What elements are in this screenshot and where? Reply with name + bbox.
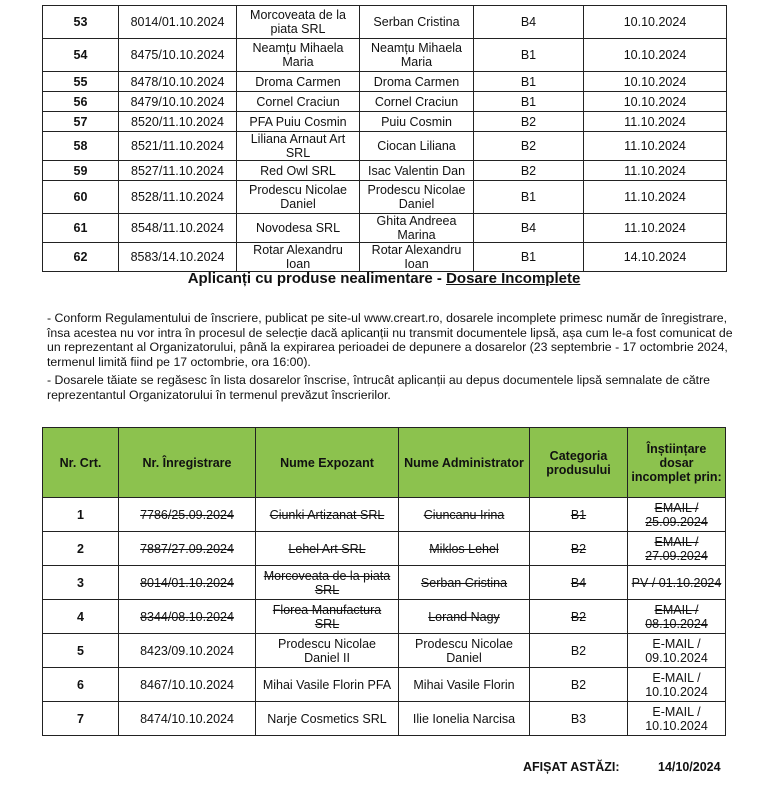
- table-row: [43, 132, 727, 161]
- nume-expozant: Liliana Arnaut Art SRL: [237, 132, 360, 161]
- posted-date: 14/10/2024: [658, 760, 721, 774]
- instiintare: E-MAIL / 10.10.2024: [628, 702, 726, 736]
- data: 11.10.2024: [584, 181, 727, 214]
- categoria: B1: [474, 181, 584, 214]
- notes: [47, 311, 737, 406]
- nume-administrator: Serban Cristina: [360, 6, 474, 39]
- nume-expozant: Morcoveata de la piata SRL: [256, 566, 399, 600]
- nume-administrator: Lorand Nagy: [399, 600, 530, 634]
- nume-administrator: Serban Cristina: [399, 566, 530, 600]
- table-row: [43, 161, 727, 181]
- data: 11.10.2024: [584, 214, 727, 243]
- nr-inregistrare: 8548/11.10.2024: [119, 214, 237, 243]
- nume-expozant: Lehel Art SRL: [256, 532, 399, 566]
- data: 11.10.2024: [584, 132, 727, 161]
- nr-crt: 4: [43, 600, 119, 634]
- nume-administrator: Puiu Cosmin: [360, 112, 474, 132]
- nume-administrator: Rotar Alexandru Ioan: [360, 243, 474, 272]
- nume-administrator: Miklos Lehel: [399, 532, 530, 566]
- header-nume-administrator: Nume Administrator: [399, 428, 530, 498]
- registered-applicants-table: [42, 5, 727, 272]
- nr-crt: 3: [43, 566, 119, 600]
- nr-inregistrare: 7887/27.09.2024: [119, 532, 256, 566]
- categoria: B2: [530, 668, 628, 702]
- nume-expozant: Rotar Alexandru Ioan: [237, 243, 360, 272]
- nume-administrator: Prodescu Nicolae Daniel: [399, 634, 530, 668]
- table-row: [43, 566, 726, 600]
- table-row: [43, 532, 726, 566]
- nr-inregistrare: 8467/10.10.2024: [119, 668, 256, 702]
- nr-crt: 60: [43, 181, 119, 214]
- nume-expozant: Red Owl SRL: [237, 161, 360, 181]
- categoria: B4: [530, 566, 628, 600]
- categoria: B4: [474, 6, 584, 39]
- table-row: [43, 498, 726, 532]
- nr-inregistrare: 8521/11.10.2024: [119, 132, 237, 161]
- table-row: [43, 72, 727, 92]
- nume-administrator: Ciuncanu Irina: [399, 498, 530, 532]
- table-row: [43, 92, 727, 112]
- header-instiintare: Înștiințare dosar incomplet prin:: [628, 428, 726, 498]
- categoria: B1: [474, 39, 584, 72]
- nr-crt: 55: [43, 72, 119, 92]
- table-row: [43, 181, 727, 214]
- nr-crt: 2: [43, 532, 119, 566]
- categoria: B1: [530, 498, 628, 532]
- nume-expozant: Prodescu Nicolae Daniel II: [256, 634, 399, 668]
- nr-inregistrare: 8475/10.10.2024: [119, 39, 237, 72]
- section-title: [0, 270, 768, 287]
- table-row: [43, 243, 727, 272]
- instiintare: PV / 01.10.2024: [628, 566, 726, 600]
- table-row: [43, 600, 726, 634]
- table-row: [43, 214, 727, 243]
- nume-expozant: Narje Cosmetics SRL: [256, 702, 399, 736]
- nr-crt: 56: [43, 92, 119, 112]
- nr-inregistrare: 8014/01.10.2024: [119, 6, 237, 39]
- table-row: [43, 668, 726, 702]
- section-title-prefix: Aplicanți cu produse nealimentare -: [187, 270, 447, 287]
- categoria: B4: [474, 214, 584, 243]
- nr-inregistrare: 8479/10.10.2024: [119, 92, 237, 112]
- instiintare: EMAIL / 08.10.2024: [628, 600, 726, 634]
- posted-label: AFIȘAT ASTĂZI:: [523, 760, 620, 774]
- table-row: [43, 112, 727, 132]
- nume-administrator: Mihai Vasile Florin: [399, 668, 530, 702]
- nume-administrator: Isac Valentin Dan: [360, 161, 474, 181]
- categoria: B2: [530, 600, 628, 634]
- nr-inregistrare: 7786/25.09.2024: [119, 498, 256, 532]
- note-paragraph: - Conform Regulamentului de înscriere, publicat pe site-ul www.creart.ro, dosarele incomplete primesc număr de înregistrare, însa acestea nu vor intra în procesul de selecție dacă aplicanții nu transmit documentele lipsă, așa cum le-a fost comunicat de un reprezentant al Organizatorului, până la expirarea perioadei de depunere a dosarelor (23 septembrie - 17 octombrie 2024, termenul limită fiind pe 17 octombrie, ora 16:00).: [47, 311, 733, 369]
- nr-crt: 54: [43, 39, 119, 72]
- categoria: B2: [530, 532, 628, 566]
- nume-expozant: Morcoveata de la piata SRL: [237, 6, 360, 39]
- data: 10.10.2024: [584, 6, 727, 39]
- nume-expozant: Droma Carmen: [237, 72, 360, 92]
- nr-crt: 61: [43, 214, 119, 243]
- nr-crt: 53: [43, 6, 119, 39]
- nr-crt: 62: [43, 243, 119, 272]
- header-nume-expozant: Nume Expozant: [256, 428, 399, 498]
- nume-administrator: Prodescu Nicolae Daniel: [360, 181, 474, 214]
- categoria: B3: [530, 702, 628, 736]
- nume-expozant: Mihai Vasile Florin PFA: [256, 668, 399, 702]
- nume-administrator: Ghita Andreea Marina: [360, 214, 474, 243]
- categoria: B1: [474, 72, 584, 92]
- nr-crt: 57: [43, 112, 119, 132]
- categoria: B1: [474, 92, 584, 112]
- nr-crt: 59: [43, 161, 119, 181]
- nume-administrator: Neamțu Mihaela Maria: [360, 39, 474, 72]
- table-row: [43, 6, 727, 39]
- nr-inregistrare: 8478/10.10.2024: [119, 72, 237, 92]
- table-header-row: [43, 428, 726, 498]
- section-title-underlined: Dosare Incomplete: [446, 270, 581, 287]
- header-nr-inregistrare: Nr. Înregistrare: [119, 428, 256, 498]
- nume-administrator: Ilie Ionelia Narcisa: [399, 702, 530, 736]
- nr-inregistrare: 8527/11.10.2024: [119, 161, 237, 181]
- categoria: B2: [474, 161, 584, 181]
- nume-administrator: Droma Carmen: [360, 72, 474, 92]
- instiintare: EMAIL / 25.09.2024: [628, 498, 726, 532]
- table-row: [43, 702, 726, 736]
- instiintare: EMAIL / 27.09.2024: [628, 532, 726, 566]
- header-nr-crt: Nr. Crt.: [43, 428, 119, 498]
- nr-crt: 7: [43, 702, 119, 736]
- data: 10.10.2024: [584, 92, 727, 112]
- header-categoria: Categoria produsului: [530, 428, 628, 498]
- incomplete-files-table: [42, 427, 726, 736]
- data: 10.10.2024: [584, 39, 727, 72]
- instiintare: E-MAIL / 09.10.2024: [628, 634, 726, 668]
- nume-expozant: Prodescu Nicolae Daniel: [237, 181, 360, 214]
- categoria: B1: [474, 243, 584, 272]
- nr-crt: 1: [43, 498, 119, 532]
- categoria: B2: [530, 634, 628, 668]
- nume-expozant: Novodesa SRL: [237, 214, 360, 243]
- data: 11.10.2024: [584, 161, 727, 181]
- nr-crt: 58: [43, 132, 119, 161]
- nr-crt: 5: [43, 634, 119, 668]
- data: 10.10.2024: [584, 72, 727, 92]
- nr-inregistrare: 8528/11.10.2024: [119, 181, 237, 214]
- nr-inregistrare: 8344/08.10.2024: [119, 600, 256, 634]
- categoria: B2: [474, 112, 584, 132]
- nume-expozant: Neamțu Mihaela Maria: [237, 39, 360, 72]
- nume-administrator: Ciocan Liliana: [360, 132, 474, 161]
- data: 14.10.2024: [584, 243, 727, 272]
- nume-expozant: Florea Manufactura SRL: [256, 600, 399, 634]
- nr-crt: 6: [43, 668, 119, 702]
- nr-inregistrare: 8014/01.10.2024: [119, 566, 256, 600]
- table-row: [43, 39, 727, 72]
- nr-inregistrare: 8423/09.10.2024: [119, 634, 256, 668]
- instiintare: E-MAIL / 10.10.2024: [628, 668, 726, 702]
- nr-inregistrare: 8474/10.10.2024: [119, 702, 256, 736]
- categoria: B2: [474, 132, 584, 161]
- nr-inregistrare: 8520/11.10.2024: [119, 112, 237, 132]
- nume-expozant: Cornel Craciun: [237, 92, 360, 112]
- data: 11.10.2024: [584, 112, 727, 132]
- note-paragraph: - Dosarele tăiate se regăsesc în lista dosarelor înscrise, întrucât aplicanții au depus documentele lipsă semnalate de către reprezentantul Organizatorului în termenul prevăzut înscrierilor.: [47, 373, 711, 402]
- table-row: [43, 634, 726, 668]
- nume-administrator: Cornel Craciun: [360, 92, 474, 112]
- nr-inregistrare: 8583/14.10.2024: [119, 243, 237, 272]
- nume-expozant: PFA Puiu Cosmin: [237, 112, 360, 132]
- nume-expozant: Ciunki Artizanat SRL: [256, 498, 399, 532]
